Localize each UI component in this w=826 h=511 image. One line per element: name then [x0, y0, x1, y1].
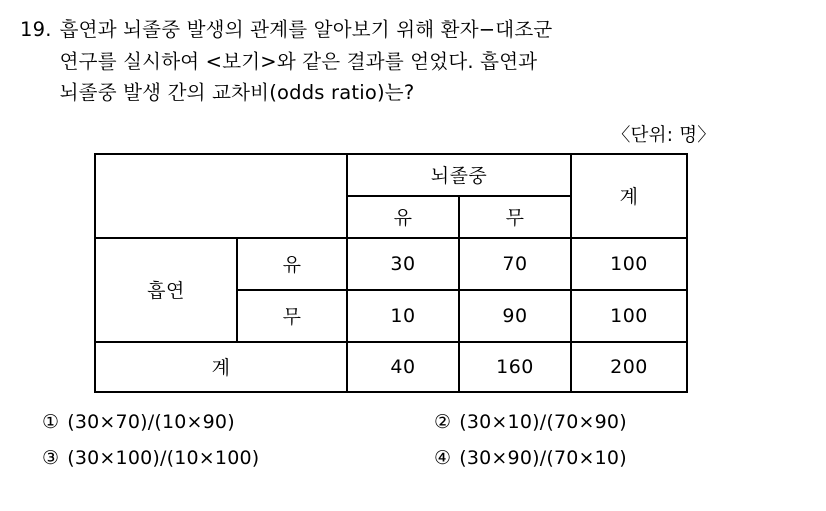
- question-line-3: 뇌졸중 발생 간의 교차비(odds ratio)는?: [59, 81, 415, 105]
- table-row-group-label: 흡연: [95, 238, 237, 342]
- choice-list: [20, 411, 802, 469]
- table-cell-yes-total: 100: [571, 238, 687, 290]
- question-text: [60, 14, 802, 109]
- choice-option-4[interactable]: [434, 447, 772, 469]
- choice-marker-1: ①: [42, 410, 60, 433]
- table-cell-no-total: 100: [571, 290, 687, 342]
- table-cell-total-no: 160: [459, 342, 571, 392]
- choice-option-1[interactable]: [42, 411, 434, 433]
- table-group-header: 뇌졸중: [347, 154, 571, 196]
- choice-text-4: (30×90)/(70×10): [459, 446, 627, 469]
- table-corner-blank: [95, 154, 347, 238]
- choice-option-3[interactable]: [42, 447, 434, 469]
- table-subheader-yes: 유: [347, 196, 459, 238]
- choice-row-1: [42, 411, 772, 433]
- table-cell-total-yes: 40: [347, 342, 459, 392]
- table-cell-no-yes: 10: [347, 290, 459, 342]
- question-number: 19.: [20, 18, 52, 41]
- table-row-label-no: 무: [237, 290, 347, 342]
- unit-note: 〈단위: 명〉: [611, 124, 716, 146]
- table-cell-no-no: 90: [459, 290, 571, 342]
- table-total-header: 계: [571, 154, 687, 238]
- choice-marker-4: ④: [434, 446, 452, 469]
- choice-marker-3: ③: [42, 446, 60, 469]
- table-row: [95, 238, 687, 290]
- table-total-row: [95, 342, 687, 392]
- table-cell-yes-no: 70: [459, 238, 571, 290]
- question-line-1: 흡연과 뇌졸중 발생의 관계를 알아보기 위해 환자−대조군: [59, 18, 553, 41]
- question-block: [20, 14, 802, 109]
- choice-text-2: (30×10)/(70×90): [459, 410, 627, 433]
- choice-text-1: (30×70)/(10×90): [67, 410, 235, 433]
- table-row-label-yes: 유: [237, 238, 347, 290]
- table-cell-yes-yes: 30: [347, 238, 459, 290]
- table-header-row-group: [95, 154, 687, 196]
- choice-option-2[interactable]: [434, 411, 772, 433]
- table-total-row-label: 계: [95, 342, 347, 392]
- data-table-wrapper: [20, 153, 802, 393]
- choice-marker-2: ②: [434, 410, 452, 433]
- choice-text-3: (30×100)/(10×100): [67, 446, 260, 469]
- question-line-2: 연구를 실시하여 <보기>와 같은 결과를 얻었다. 흡연과: [59, 49, 538, 73]
- contingency-table: [94, 153, 688, 393]
- table-cell-grand-total: 200: [571, 342, 687, 392]
- choice-row-2: [42, 447, 772, 469]
- table-subheader-no: 무: [459, 196, 571, 238]
